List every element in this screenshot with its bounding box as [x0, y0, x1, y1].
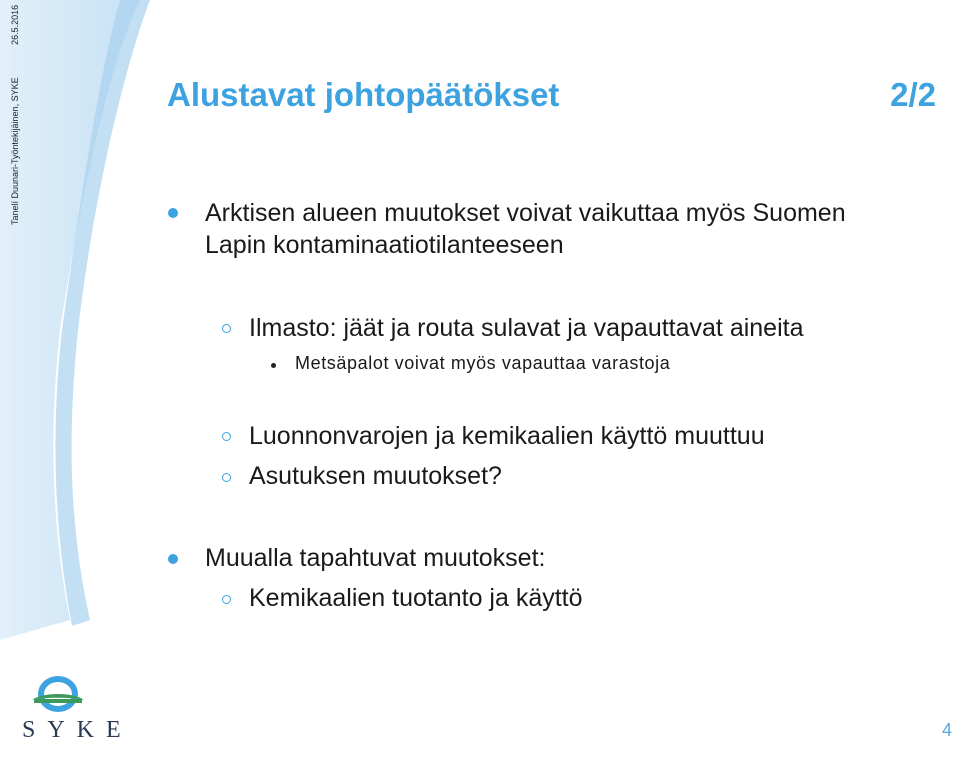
subbullet-text: Ilmasto: jäät ja routa sulavat ja vapauttavat aineita [249, 314, 804, 342]
subbullet-text: Kemikaalien tuotanto ja käyttö [249, 584, 583, 612]
page-number: 4 [941, 720, 952, 740]
subsub-bullet-text: Metsäpalot voivat myös vapauttaa varastoja [295, 353, 671, 373]
logo-wordmark: SYKE [22, 717, 133, 743]
bullet-dot [168, 208, 178, 218]
side-author-note [10, 5, 20, 225]
bullet-dot [168, 554, 178, 564]
date-text: 26.5.2016 [10, 4, 20, 45]
bullet-line: Arktisen alueen muutokset voivat vaikuttaa myös Suomen [205, 199, 846, 227]
slide-part-indicator: 2/2 [890, 76, 936, 113]
subsub-bullet-dot [271, 363, 276, 368]
bullet-line: Lapin kontaminaatiotilanteeseen [205, 231, 564, 259]
subbullet-ring [222, 595, 231, 604]
bullet-text: Muualla tapahtuvat muutokset: [205, 544, 546, 572]
author-text: Tanelí Duunari-Työntekijäinen, SYKE [10, 77, 20, 225]
subbullet-ring [222, 324, 231, 333]
bullet-text [205, 197, 846, 261]
subbullet-ring [222, 473, 231, 482]
slide-title: Alustavat johtopäätökset [167, 76, 560, 113]
subbullet-ring [222, 432, 231, 441]
subbullet-text: Luonnonvarojen ja kemikaalien käyttö muuttuu [249, 422, 765, 450]
subbullet-text: Asutuksen muutokset? [249, 462, 502, 490]
